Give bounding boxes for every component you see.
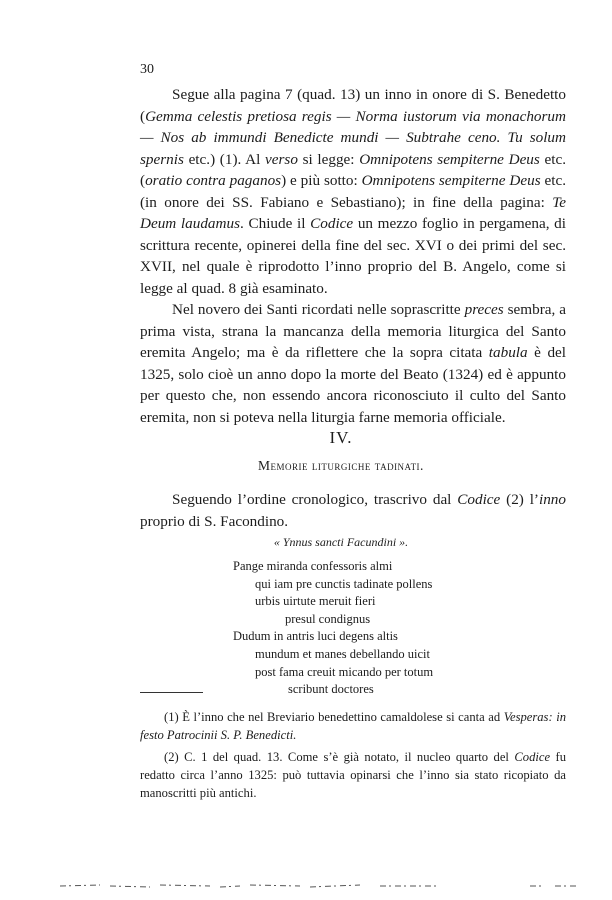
footnote-2 <box>140 748 566 802</box>
hymn-line: scribunt doctores <box>288 682 374 697</box>
footnote-1 <box>140 708 566 744</box>
text-run: (1) È l’inno che nel Breviario benedettino camaldolese si canta ad <box>164 710 504 724</box>
text-run: Segue alla pagina 7 (quad. 13) un inno in onore di S. Benedetto ( <box>140 86 566 125</box>
text-run: etc. ( <box>140 150 566 189</box>
italic-run: inno <box>538 491 566 508</box>
section-number: IV. <box>329 428 353 447</box>
page-number: 30 <box>140 62 154 77</box>
intro-paragraph <box>140 489 566 532</box>
italic-run: Omnipotens sempiterne Deus <box>359 150 540 168</box>
paragraph-2 <box>140 299 566 428</box>
hymn-verses <box>233 558 433 699</box>
paragraph-3 <box>140 489 566 532</box>
hymn-line: urbis uirtute meruit fieri <box>255 594 376 609</box>
text-run: etc. (in onore dei SS. Fabiano e Sebastiano); in fine della pagina: <box>140 172 567 211</box>
italic-run: Codice <box>457 491 501 508</box>
italic-run: Te Deum laudamus <box>140 193 566 232</box>
italic-run: Codice <box>310 215 354 232</box>
text-run: un mezzo foglio in pergamena, di scrittura recente, opinerei della fine del sec. XVI o dei primi del sec. XVII, nel quale è riprodotto l’inno proprio del B. Angelo, come si legge al quad. 8 già esaminato. <box>140 215 567 297</box>
italic-run: verso <box>265 150 298 168</box>
section-title: Memorie liturgiche tadinati. <box>258 458 424 473</box>
body-text <box>140 84 566 428</box>
text-run: Nel novero dei Santi ricordati nelle soprascritte <box>172 301 465 318</box>
scan-noise-marks <box>60 880 580 890</box>
italic-run: oratio contra paganos <box>145 172 282 189</box>
hymn-line: presul condignus <box>285 611 371 626</box>
hymn-line: post fama creuit micando per totum <box>255 664 434 679</box>
text-run: è del 1325, solo cioè un anno dopo la morte del Beato (1324) ed è appunto per questo che, non essendo ancora riconosciuto il culto del Santo eremita, non si poteva nella liturgia farne memoria officiale. <box>140 344 567 426</box>
hymn-line: Pange miranda confessoris almi <box>233 559 393 573</box>
text-run: . Chiude il <box>240 215 311 232</box>
italic-run: Codice <box>514 750 551 764</box>
footnote-separator <box>140 692 203 693</box>
italic-run: Gemma celestis pretiosa regis — Norma iustorum via monachorum — Nos ab immundi Benedicte mundi — Subtrahe ceno. Tu solum spernis <box>140 107 566 168</box>
text-run: fu redatto circa l’anno 1325: può tuttavia opinarsi che l’inno sia stato ricopiato da manoscritti più antichi. <box>140 750 566 800</box>
text-run: sembra, a prima vista, strana la mancanza della memoria liturgica del Santo eremita Angelo; ma è da riflettere che la sopra citata <box>140 301 566 361</box>
text-run: Seguendo l’ordine cronologico, trascrivo dal <box>172 491 458 508</box>
text-run: ) e più sotto: <box>281 172 362 189</box>
text-run: (2) C. 1 del quad. 13. Come s’è già notato, il nucleo quarto del <box>164 750 515 764</box>
italic-run: Vesperas: in festo Patrocinii S. P. Benedicti. <box>140 710 566 742</box>
footnotes <box>140 708 566 806</box>
italic-run: preces <box>464 301 504 318</box>
hymn-line: qui iam pre cunctis tadinate pollens <box>255 576 433 591</box>
italic-run: Omnipotens sempiterne Deus <box>361 172 541 189</box>
text-run: (2) l’ <box>500 491 539 508</box>
text-run: proprio di S. Facondino. <box>140 512 289 530</box>
text-run: etc.) (1). Al <box>183 150 266 168</box>
italic-run: tabula <box>488 344 528 361</box>
hymn-title: « Ynnus sancti Facundini ». <box>273 535 409 549</box>
hymn-line: Dudum in antris luci degens altis <box>233 629 398 644</box>
hymn-line: mundum et manes debellando uicit <box>255 646 430 661</box>
paragraph-1 <box>140 84 566 299</box>
text-run: si legge: <box>297 150 360 168</box>
